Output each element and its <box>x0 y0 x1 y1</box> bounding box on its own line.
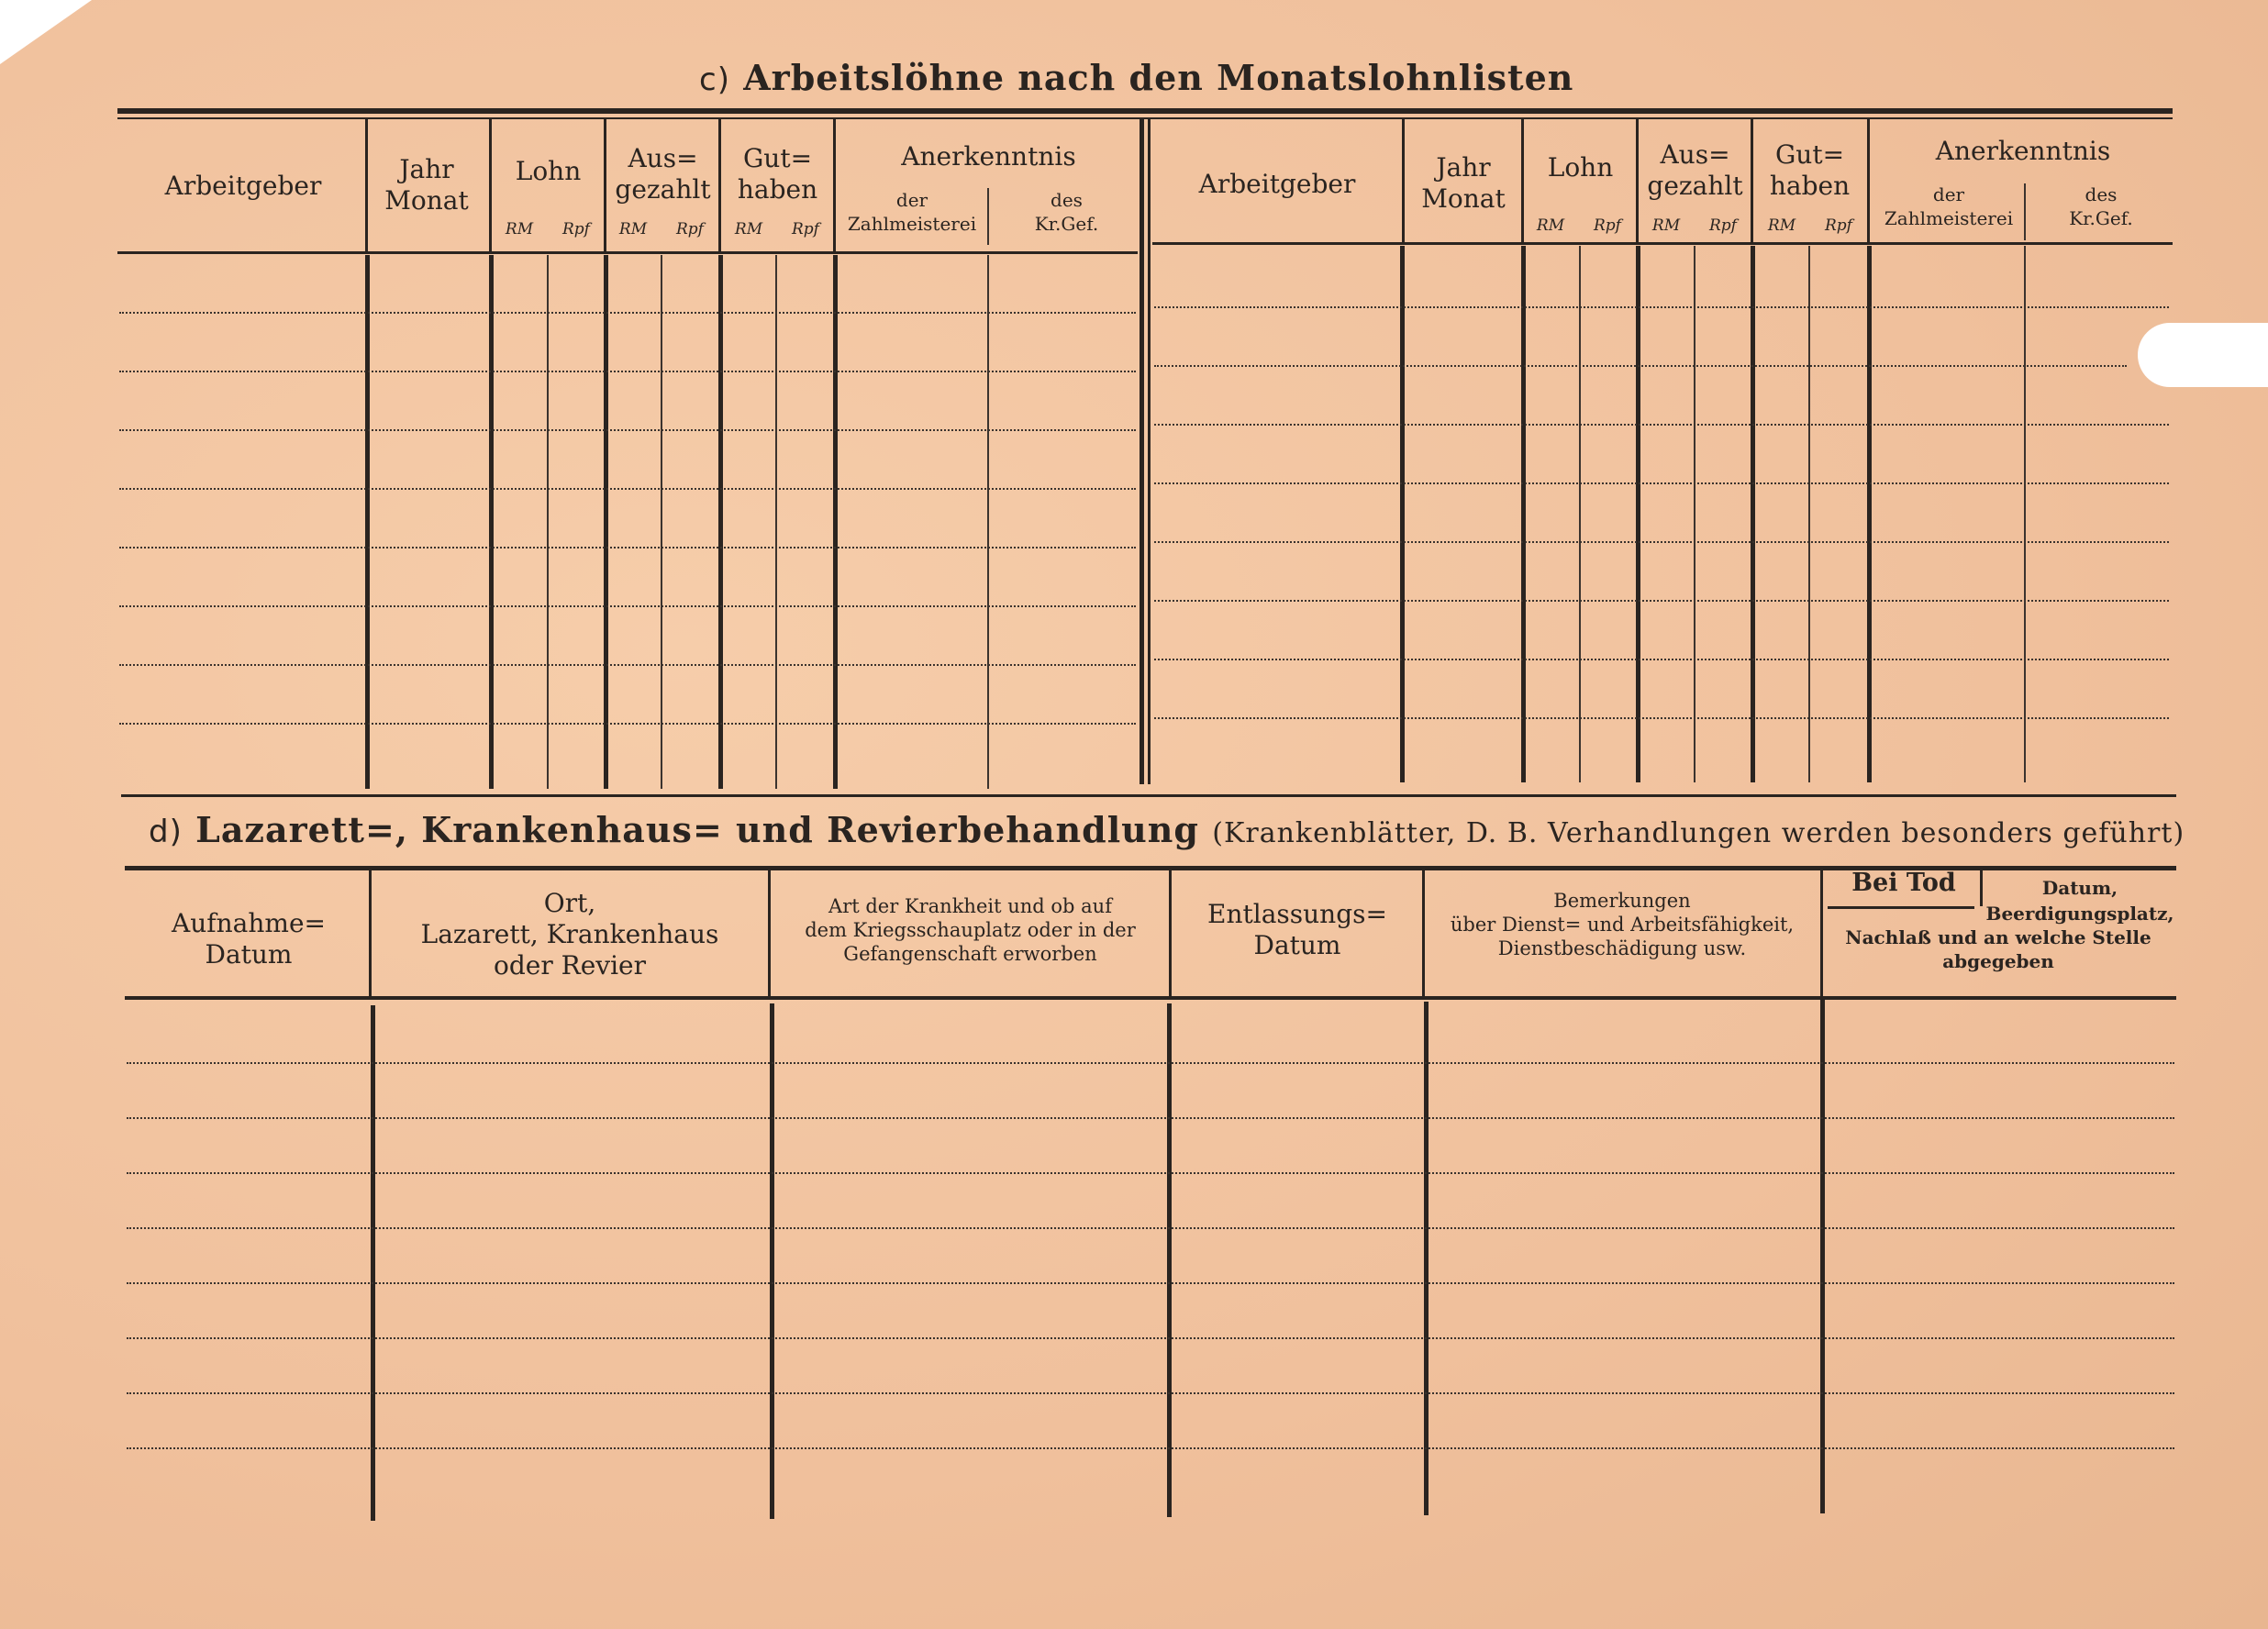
sub-lohn-rpf-right: Rpf <box>1594 216 1621 235</box>
header-anerkenntnis-right: Anerkenntnis <box>1935 136 2111 166</box>
c-row-left <box>119 312 1136 314</box>
section-c-top-rule-thin <box>117 117 2173 119</box>
header-zahlmeisterei-right: Zahlmeisterei <box>1884 207 2014 229</box>
vline-d-h3 <box>1169 870 1172 998</box>
sub-gut-rpf-left: Rpf <box>792 220 819 238</box>
section-c-title-text: Arbeitslöhne nach den Monatslohnlisten <box>743 57 1574 98</box>
header-aufnahme-1: Aufnahme= <box>172 908 326 938</box>
header-nachlass: Nachlaß und an welche Stelle <box>1845 926 2151 948</box>
vline-c-b12 <box>2024 246 2026 782</box>
vline-c-b4 <box>718 255 723 789</box>
vline-c-b5 <box>833 255 838 789</box>
header-bei-tod: Bei Tod <box>1851 869 1956 897</box>
vline-d-b4 <box>1424 1002 1429 1515</box>
vline-c-h8 <box>1521 119 1524 243</box>
header-krgef-left: Kr.Gef. <box>1034 213 1099 235</box>
header-entl-2: Datum <box>1253 930 1341 960</box>
header-ort-2: Lazarett, Krankenhaus <box>420 919 719 949</box>
section-d-title-text: Lazarett=, Krankenhaus= und Revierbehandlung <box>195 809 1199 850</box>
vline-c-h6 <box>987 188 989 245</box>
c-row-right <box>1154 541 2169 543</box>
bei-tod-divider <box>1980 868 1983 906</box>
header-arbeitgeber-right: Arbeitgeber <box>1198 169 1356 199</box>
header-anerkenntnis-left: Anerkenntnis <box>901 141 1076 172</box>
sub-aus-rm-right: RM <box>1651 216 1681 235</box>
vline-c-b6 <box>987 255 989 789</box>
vline-c-h12 <box>2024 183 2026 240</box>
header-aufnahme-2: Datum <box>205 939 293 970</box>
header-haben-right: haben <box>1769 171 1851 201</box>
c-row-right <box>1154 482 2169 484</box>
vline-c-b11 <box>1867 246 1872 782</box>
vline-c-b2 <box>489 255 494 789</box>
sub-aus-rpf-right: Rpf <box>1709 216 1737 235</box>
c-row-left <box>119 605 1136 607</box>
header-art-2: dem Kriegsschauplatz oder in der <box>805 919 1136 941</box>
d-row <box>127 1172 2174 1174</box>
vline-d-h5 <box>1820 870 1823 998</box>
d-row <box>127 1117 2174 1119</box>
vline-c-h7 <box>1402 119 1405 243</box>
header-beerd: Beerdigungsplatz, <box>1985 903 2174 925</box>
vline-c-b8 <box>1521 246 1526 782</box>
header-lohn-right: Lohn <box>1547 152 1614 183</box>
section-d-top-rule <box>121 794 2176 797</box>
header-jahr-left: Jahr <box>399 154 454 184</box>
vline-c-b10 <box>1751 246 1755 782</box>
sub-aus-rm-left: RM <box>618 220 648 238</box>
vline-c-h10 <box>1751 119 1753 243</box>
d-row <box>127 1392 2174 1394</box>
sub-lohn-rm-right: RM <box>1536 216 1565 235</box>
header-monat-left: Monat <box>384 185 469 216</box>
sub-lohn-rpf-left: Rpf <box>562 220 590 238</box>
c-row-left <box>119 664 1136 666</box>
vline-c-b10s <box>1808 246 1810 782</box>
vline-d-b2 <box>770 1003 774 1519</box>
sub-gut-rm-left: RM <box>734 220 763 238</box>
d-row <box>127 1227 2174 1229</box>
section-c-top-rule <box>117 108 2173 114</box>
header-entl-1: Entlassungs= <box>1207 899 1387 929</box>
c-row-right <box>1154 717 2169 719</box>
vline-c-b9s <box>1694 246 1695 782</box>
section-d-header-bottom-rule <box>125 996 2176 1000</box>
vline-c-h4 <box>718 119 721 252</box>
c-row-right <box>1154 306 2169 308</box>
header-der-right: der <box>1932 183 1965 205</box>
vline-c-b3 <box>604 255 608 789</box>
c-row-left <box>119 723 1136 725</box>
vline-c-center-a <box>1140 119 1144 784</box>
section-c-prefix: c) <box>699 61 730 98</box>
vline-c-b3s <box>661 255 662 789</box>
header-gut-right: Gut= <box>1774 139 1845 170</box>
header-bem-1: Bemerkungen <box>1553 890 1691 912</box>
vline-d-b3 <box>1167 1003 1172 1517</box>
c-row-right <box>1154 424 2169 426</box>
header-art-1: Art der Krankheit und ob auf <box>828 895 1112 917</box>
c-row-left <box>119 547 1136 549</box>
header-jahr-right: Jahr <box>1436 152 1491 183</box>
header-ort-1: Ort, <box>543 888 596 918</box>
header-lohn-left: Lohn <box>515 156 582 186</box>
header-haben-left: haben <box>737 174 818 205</box>
vline-c-h1 <box>365 119 368 252</box>
header-abgegeben: abgegeben <box>1942 950 2054 972</box>
header-des-left: des <box>1051 189 1083 211</box>
section-d-note: (Krankenblätter, D. B. Verhandlungen werden besonders geführt) <box>1212 817 2185 849</box>
sub-lohn-rm-left: RM <box>505 220 534 238</box>
vline-c-h9 <box>1636 119 1639 243</box>
header-aus-right: Aus= <box>1660 139 1730 170</box>
header-gezahlt-right: gezahlt <box>1647 171 1743 201</box>
d-row <box>127 1062 2174 1064</box>
vline-c-h5 <box>833 119 836 252</box>
header-ort-3: oder Revier <box>493 950 647 981</box>
header-krgef-right: Kr.Gef. <box>2069 207 2133 229</box>
section-c-header-rule-right <box>1152 242 2173 245</box>
vline-c-h11 <box>1867 119 1870 243</box>
d-row <box>127 1337 2174 1339</box>
header-datum: Datum, <box>2041 877 2118 899</box>
header-der-left: der <box>895 189 928 211</box>
vline-d-h2 <box>768 870 771 998</box>
section-c-title <box>699 57 1573 98</box>
vline-d-h1 <box>369 870 372 998</box>
vline-d-b5 <box>1820 1000 1825 1513</box>
c-row-left <box>119 429 1136 431</box>
header-art-3: Gefangenschaft erworben <box>843 943 1097 965</box>
c-row-right <box>1154 365 2127 367</box>
vline-c-h2 <box>489 119 492 252</box>
vline-c-h3 <box>604 119 606 252</box>
bei-tod-underline <box>1828 906 1974 909</box>
section-c-header-rule-left <box>117 251 1138 254</box>
vline-c-b2s <box>547 255 549 789</box>
c-row-left <box>119 488 1136 490</box>
header-des-right: des <box>2085 183 2118 205</box>
header-aus-left: Aus= <box>628 143 698 173</box>
vline-c-b7 <box>1400 246 1405 782</box>
header-gezahlt-left: gezahlt <box>615 174 711 205</box>
vline-c-center-b <box>1148 119 1151 784</box>
c-row-right <box>1154 600 2169 602</box>
sub-gut-rpf-right: Rpf <box>1825 216 1852 235</box>
header-bem-3: Dienstbeschädigung usw. <box>1497 937 1747 959</box>
header-arbeitgeber-left: Arbeitgeber <box>164 171 322 201</box>
vline-c-b1 <box>365 255 370 789</box>
vline-c-b9 <box>1636 246 1640 782</box>
torn-corner <box>0 0 92 64</box>
sub-gut-rm-right: RM <box>1767 216 1796 235</box>
header-gut-left: Gut= <box>742 143 813 173</box>
vline-c-b8s <box>1579 246 1581 782</box>
sub-aus-rpf-left: Rpf <box>676 220 704 238</box>
header-bem-2: über Dienst= und Arbeitsfähigkeit, <box>1450 914 1795 936</box>
vline-c-b4s <box>775 255 777 789</box>
d-row <box>127 1282 2174 1284</box>
section-d-title <box>149 809 2185 850</box>
header-monat-right: Monat <box>1421 183 1506 214</box>
section-d-prefix: d) <box>149 814 183 850</box>
vline-d-h4 <box>1422 870 1425 998</box>
c-row-left <box>119 371 1136 372</box>
c-row-right <box>1154 659 2169 660</box>
vline-d-b1 <box>371 1005 375 1521</box>
d-row <box>127 1447 2174 1449</box>
header-zahlmeisterei-left: Zahlmeisterei <box>847 213 977 235</box>
punch-notch <box>2138 323 2268 387</box>
